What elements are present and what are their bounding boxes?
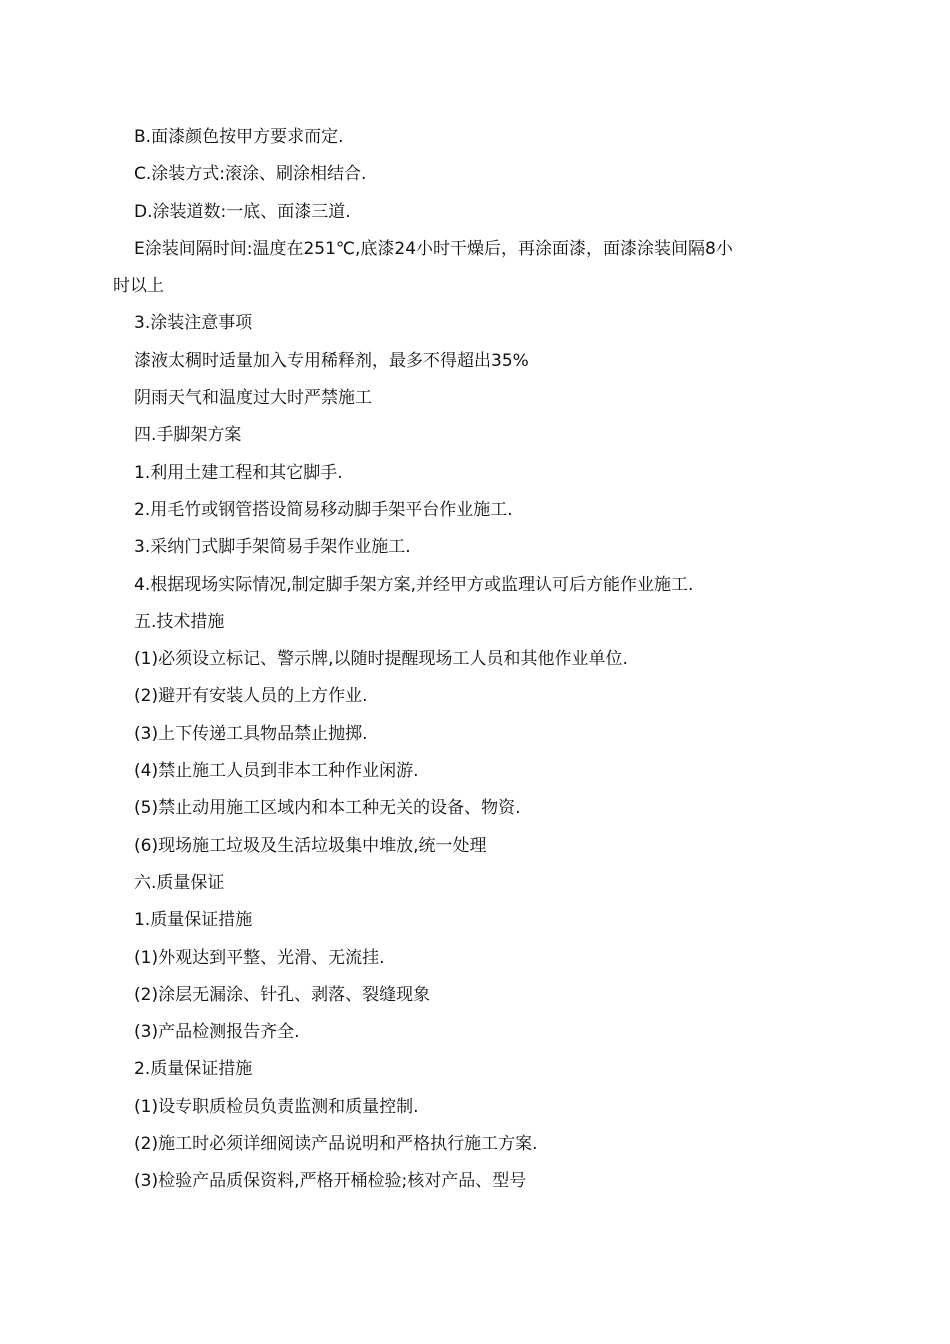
list-item: (5)禁止动用施工区域内和本工种无关的设备、物资. bbox=[134, 798, 521, 819]
list-item: 4.根据现场实际情况,制定脚手架方案,并经甲方或监理认可后方能作业施工. bbox=[134, 574, 694, 595]
paragraph-line: 阴雨天气和温度过大时严禁施工 bbox=[134, 388, 372, 409]
section-heading: 六.质量保证 bbox=[134, 872, 225, 893]
list-item: (1)设专职质检员负责监测和质量控制. bbox=[134, 1096, 419, 1117]
list-item: (3)上下传递工具物品禁止抛掷. bbox=[134, 723, 368, 744]
list-item: (4)禁止施工人员到非本工种作业闲游. bbox=[134, 761, 419, 782]
list-item: 3.采纳门式脚手架简易手架作业施工. bbox=[134, 537, 411, 558]
paragraph-line: E涂装间隔时间:温度在251℃,底漆24小时干燥后，再涂面漆，面漆涂装间隔8小 bbox=[134, 238, 733, 259]
section-heading: 五.技术措施 bbox=[134, 611, 225, 632]
document-body bbox=[113, 119, 843, 1201]
list-item: (2)涂层无漏涂、针孔、剥落、裂缝现象 bbox=[134, 984, 431, 1005]
paragraph-line: D.涂装道数:一底、面漆三道. bbox=[134, 201, 351, 222]
paragraph-line-continuation: 时以上 bbox=[113, 276, 164, 297]
list-item: 2.用毛竹或钢管搭设简易移动脚手架平台作业施工. bbox=[134, 499, 513, 520]
list-item: (2)避开有安装人员的上方作业. bbox=[134, 686, 368, 707]
paragraph-line: B.面漆颜色按甲方要求而定. bbox=[134, 127, 344, 147]
list-item: (6)现场施工垃圾及生活垃圾集中堆放,统一处理 bbox=[134, 835, 487, 856]
subsection-heading: 2.质量保证措施 bbox=[134, 1059, 253, 1080]
list-item: (2)施工时必须详细阅读产品说明和严格执行施工方案. bbox=[134, 1134, 538, 1155]
paragraph-line: 漆液太稠时适量加入专用稀释剂，最多不得超出35% bbox=[134, 350, 529, 371]
list-item: (1)外观达到平整、光滑、无流挂. bbox=[134, 947, 385, 968]
list-item: (3)检验产品质保资料,严格开桶检验;核对产品、型号 bbox=[134, 1171, 527, 1192]
section-heading: 3.涂装注意事项 bbox=[134, 313, 253, 334]
list-item: (1)必须设立标记、警示牌,以随时提醒现场工人员和其他作业单位. bbox=[134, 649, 628, 670]
list-item: 1.利用土建工程和其它脚手. bbox=[134, 462, 343, 483]
section-heading: 四.手脚架方案 bbox=[134, 425, 242, 446]
paragraph-line: C.涂装方式:滚涂、刷涂相结合. bbox=[134, 164, 367, 185]
subsection-heading: 1.质量保证措施 bbox=[134, 910, 253, 931]
list-item: (3)产品检测报告齐全. bbox=[134, 1022, 300, 1043]
